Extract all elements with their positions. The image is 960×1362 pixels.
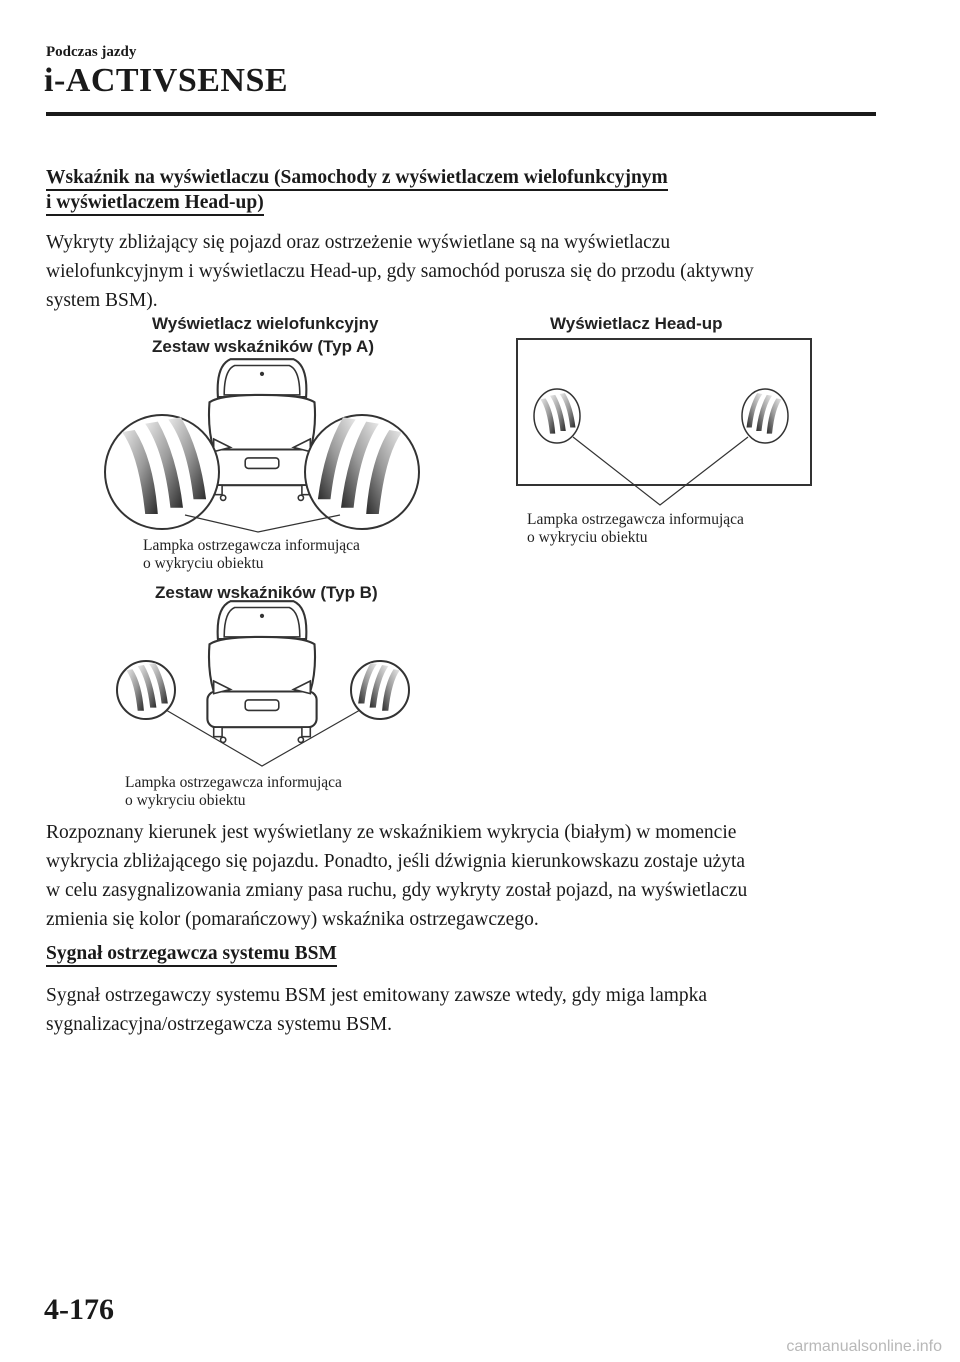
type-b-car-icon	[207, 601, 316, 742]
para3-line1: Sygnał ostrzegawczy systemu BSM jest emitowany zawsze wtedy, gdy miga lampka	[46, 985, 708, 1006]
intro-line2: wielofunkcyjnym i wyświetlaczu Head-up, gdy samochód porusza się do przodu (aktywny	[46, 261, 754, 282]
headup-callout-line2: o wykryciu obiektu	[527, 529, 648, 546]
para2-line2: wykrycia zbliżającego się pojazdu. Ponadto, jeśli dźwignia kierunkowskazu zostaje użyta	[46, 851, 746, 872]
type-a-callout-line2: o wykryciu obiektu	[143, 555, 264, 572]
subheading-indicator-line1: Wskaźnik na wyświetlaczu (Samochody z wyświetlaczem wielofunkcyjnym	[46, 165, 668, 190]
type-b-callout-line1: Lampka ostrzegawcza informująca	[125, 774, 342, 791]
subheading-bsm-signal: Sygnał ostrzegawcza systemu BSM	[46, 941, 337, 966]
type-b-callout-line2: o wykryciu obiektu	[125, 792, 246, 809]
headup-title: Wyświetlacz Head-up	[550, 314, 723, 333]
intro-line3: system BSM).	[46, 290, 158, 311]
type-a-car-icon	[207, 359, 316, 500]
para2-line4: zmienia się kolor (pomarańczowy) wskaźnika ostrzegawczego.	[46, 909, 539, 930]
para3-line2: sygnalizacyjna/ostrzegawcza systemu BSM.	[46, 1014, 393, 1035]
intro-line1: Wykryty zbliżający się pojazd oraz ostrzeżenie wyświetlane są na wyświetlaczu	[46, 232, 671, 253]
subheading-indicator-line2: i wyświetlaczem Head-up)	[46, 190, 264, 215]
section-label: Podczas jazdy	[46, 44, 137, 60]
headup-callout-line1: Lampka ostrzegawcza informująca	[527, 511, 744, 528]
multi-display-title: Wyświetlacz wielofunkcyjny	[152, 314, 379, 333]
type-a-callout-line1: Lampka ostrzegawcza informująca	[143, 537, 360, 554]
type-a-leader-lines	[185, 515, 340, 532]
watermark: carmanualsonline.info	[786, 1338, 942, 1355]
page-number: 4-176	[44, 1293, 114, 1326]
para2-line3: w celu zasygnalizowania zmiany pasa ruchu, gdy wykryty został pojazd, na wyświetlaczu	[46, 880, 748, 901]
type-b-title: Zestaw wskaźników (Typ B)	[155, 583, 378, 602]
chapter-title: i-ACTIVSENSE	[44, 62, 289, 99]
para2-line1: Rozpoznany kierunek jest wyświetlany ze wskaźnikiem wykrycia (białym) w momencie	[46, 822, 737, 843]
type-a-title: Zestaw wskaźników (Typ A)	[152, 337, 374, 356]
